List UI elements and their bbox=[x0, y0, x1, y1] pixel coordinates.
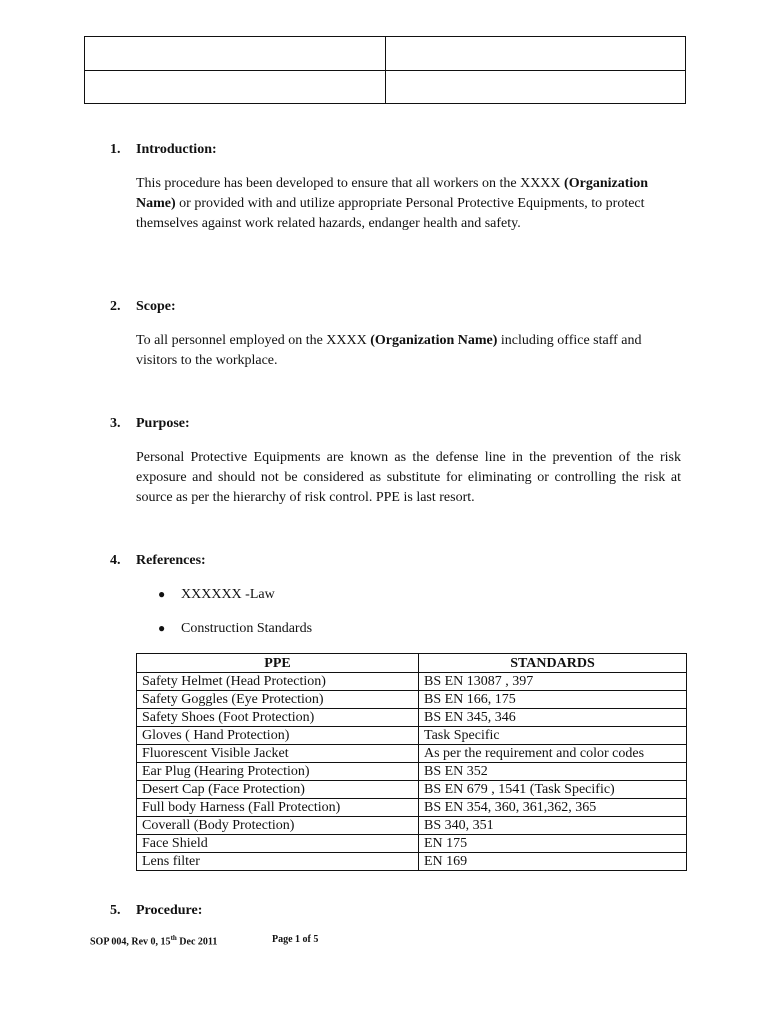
ppe-cell: Fluorescent Visible Jacket bbox=[137, 745, 419, 763]
paragraph-text: including office staff and visitors to the workplace. bbox=[136, 333, 642, 368]
table-row bbox=[137, 709, 687, 727]
ppe-cell: Ear Plug (Hearing Protection) bbox=[137, 763, 419, 781]
section-heading-purpose bbox=[110, 416, 190, 432]
column-header-ppe: PPE bbox=[137, 654, 419, 673]
header-row bbox=[85, 70, 686, 104]
section-heading-procedure bbox=[110, 903, 202, 919]
standards-cell: EN 175 bbox=[419, 835, 687, 853]
table-row bbox=[137, 763, 687, 781]
ppe-cell: Lens filter bbox=[137, 853, 419, 871]
standards-cell: BS EN 352 bbox=[419, 763, 687, 781]
section-heading-references bbox=[110, 553, 206, 569]
table-row bbox=[137, 853, 687, 871]
footer-page-number: Page 1 of 5 bbox=[272, 934, 319, 945]
standards-cell: BS EN 354, 360, 361,362, 365 bbox=[419, 799, 687, 817]
ppe-cell: Coverall (Body Protection) bbox=[137, 817, 419, 835]
standards-cell: Task Specific bbox=[419, 727, 687, 745]
table-row bbox=[137, 691, 687, 709]
header-cell bbox=[85, 37, 386, 71]
header-cell bbox=[85, 70, 386, 104]
section-number: 3. bbox=[110, 416, 121, 431]
standards-cell: BS EN 166, 175 bbox=[419, 691, 687, 709]
footer-superscript: th bbox=[170, 934, 177, 942]
organization-name: (Organization Name) bbox=[136, 176, 649, 211]
section-title: Scope: bbox=[136, 299, 176, 314]
organization-name: (Organization Name) bbox=[370, 333, 498, 348]
bullet-icon: ● bbox=[158, 621, 166, 635]
bullet-text: XXXXXX -Law bbox=[181, 587, 275, 602]
section-heading-scope bbox=[110, 299, 176, 315]
table-row bbox=[137, 817, 687, 835]
paragraph-text: This procedure has been developed to ensure that all workers on the XXXX bbox=[136, 176, 565, 191]
scope-paragraph bbox=[136, 331, 666, 371]
table-row bbox=[137, 799, 687, 817]
table-row bbox=[137, 835, 687, 853]
bullet-icon: ● bbox=[158, 587, 166, 601]
ppe-cell: Full body Harness (Fall Protection) bbox=[137, 799, 419, 817]
footer-text: Dec 2011 bbox=[176, 936, 218, 948]
section-title: References: bbox=[136, 553, 206, 568]
section-number: 5. bbox=[110, 903, 121, 918]
section-heading-introduction bbox=[110, 142, 217, 158]
footer-text: SOP 004, Rev 0, 15 bbox=[90, 936, 171, 948]
standards-cell: EN 169 bbox=[419, 853, 687, 871]
section-title: Introduction: bbox=[136, 142, 217, 157]
introduction-paragraph bbox=[136, 174, 681, 234]
section-number: 2. bbox=[110, 299, 121, 314]
column-header-standards: STANDARDS bbox=[419, 654, 687, 673]
header-table bbox=[84, 36, 686, 104]
bullet-text: Construction Standards bbox=[181, 621, 313, 636]
header-cell bbox=[385, 70, 686, 104]
ppe-cell: Safety Helmet (Head Protection) bbox=[137, 673, 419, 691]
header-row bbox=[85, 37, 686, 71]
section-title: Procedure: bbox=[136, 903, 203, 918]
standards-cell: BS 340, 351 bbox=[419, 817, 687, 835]
ppe-cell: Safety Shoes (Foot Protection) bbox=[137, 709, 419, 727]
reference-bullet bbox=[158, 587, 275, 603]
table-row bbox=[137, 781, 687, 799]
section-number: 1. bbox=[110, 142, 121, 157]
section-title: Purpose: bbox=[136, 416, 190, 431]
ppe-cell: Desert Cap (Face Protection) bbox=[137, 781, 419, 799]
standards-cell: BS EN 679 , 1541 (Task Specific) bbox=[419, 781, 687, 799]
paragraph-text: To all personnel employed on the XXXX bbox=[136, 333, 371, 348]
ppe-cell: Gloves ( Hand Protection) bbox=[137, 727, 419, 745]
table-row bbox=[137, 727, 687, 745]
reference-bullet bbox=[158, 621, 312, 637]
table-row bbox=[137, 673, 687, 691]
paragraph-text: or provided with and utilize appropriate Personal Protective Equipments, to protect themselves against work related hazards, endanger health and safety. bbox=[136, 196, 645, 231]
header-cell bbox=[385, 37, 686, 71]
standards-cell: As per the requirement and color codes bbox=[419, 745, 687, 763]
ppe-cell: Safety Goggles (Eye Protection) bbox=[137, 691, 419, 709]
standards-cell: BS EN 13087 , 397 bbox=[419, 673, 687, 691]
table-row bbox=[137, 745, 687, 763]
ppe-standards-table bbox=[136, 653, 687, 871]
purpose-paragraph: Personal Protective Equipments are known as the defense line in the prevention of the risk exposure and should not be considered as substitute for eliminating or controlling the risk at source as per the hierarchy of risk control. PPE is last resort. bbox=[136, 450, 681, 505]
section-number: 4. bbox=[110, 553, 121, 568]
ppe-cell: Face Shield bbox=[137, 835, 419, 853]
standards-cell: BS EN 345, 346 bbox=[419, 709, 687, 727]
table-header-row bbox=[137, 654, 687, 673]
footer-document-reference bbox=[90, 934, 217, 947]
